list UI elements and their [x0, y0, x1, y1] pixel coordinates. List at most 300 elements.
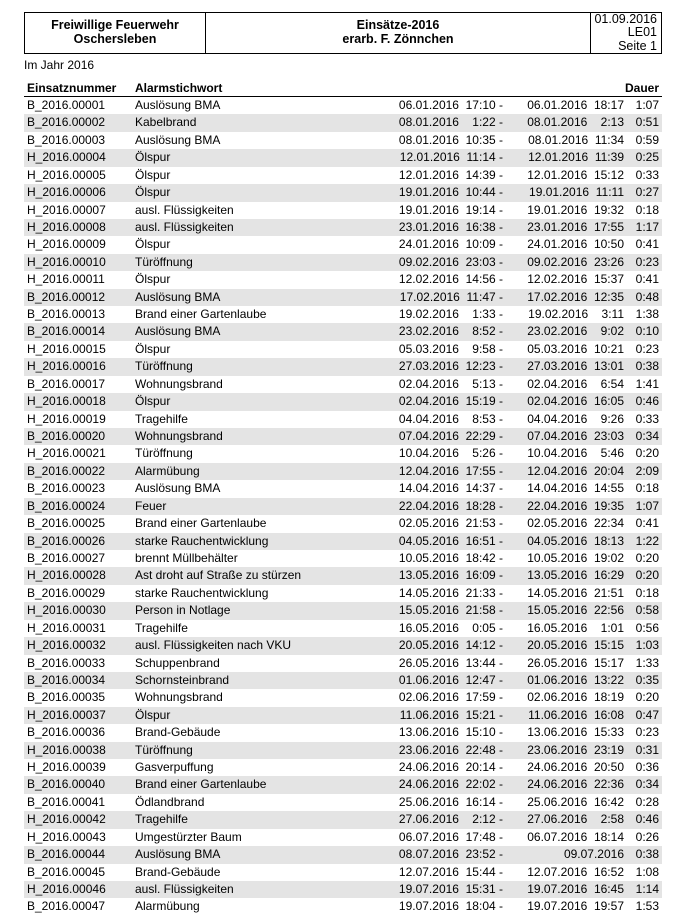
- end-time: 05.03.2016 10:21: [527, 341, 624, 356]
- table-row: [24, 184, 662, 201]
- duration: 0:28: [635, 794, 659, 809]
- end-time: 13.05.2016 16:29: [527, 568, 624, 583]
- start-time: 27.06.2016 2:12 -: [398, 812, 503, 827]
- alarm-keyword: starke Rauchentwicklung: [135, 533, 269, 548]
- duration: 0:41: [635, 516, 659, 531]
- mission-id: B_2016.00013: [27, 307, 106, 322]
- mission-id: B_2016.00035: [27, 690, 106, 705]
- end-time: 27.03.2016 13:01: [527, 359, 624, 374]
- start-time: 10.05.2016 18:42 -: [398, 550, 503, 565]
- mission-id: H_2016.00005: [27, 167, 106, 182]
- mission-id: B_2016.00024: [27, 498, 106, 513]
- alarm-keyword: Brand-Gebäude: [135, 864, 221, 879]
- alarm-keyword: Schuppenbrand: [135, 655, 220, 670]
- table-row: [24, 393, 662, 410]
- end-time: 23.02.2016 9:02: [527, 324, 624, 339]
- end-time: 27.06.2016 2:58: [527, 812, 624, 827]
- mission-id: B_2016.00022: [27, 463, 106, 478]
- organization-name: Freiwillige Feuerwehr: [51, 18, 179, 32]
- mission-id: H_2016.00009: [27, 237, 106, 252]
- mission-id: H_2016.00028: [27, 568, 106, 583]
- mission-id: H_2016.00018: [27, 394, 106, 409]
- mission-id: H_2016.00046: [27, 881, 106, 896]
- alarm-keyword: ausl. Flüssigkeiten: [135, 219, 234, 234]
- end-time: 23.06.2016 23:19: [527, 742, 624, 757]
- alarm-keyword: Umgestürzter Baum: [135, 829, 242, 844]
- start-time: 16.05.2016 0:05 -: [398, 620, 503, 635]
- alarm-keyword: Brand einer Gartenlaube: [135, 777, 267, 792]
- alarm-keyword: Wohnungsbrand: [135, 429, 223, 444]
- mission-id: H_2016.00015: [27, 341, 106, 356]
- mission-id: B_2016.00002: [27, 115, 106, 130]
- alarm-keyword: Ölspur: [135, 167, 171, 182]
- alarm-keyword: Gasverpuffung: [135, 760, 214, 775]
- end-time: 26.05.2016 15:17: [527, 655, 624, 670]
- end-time: 14.04.2016 14:55: [527, 481, 624, 496]
- duration: 0:10: [635, 324, 659, 339]
- start-time: 19.01.2016 19:14 -: [398, 202, 503, 217]
- start-time: 27.03.2016 12:23 -: [398, 359, 503, 374]
- column-header-duration: Dauer: [624, 81, 659, 95]
- alarm-keyword: Wohnungsbrand: [135, 376, 223, 391]
- column-header-keyword: Alarmstichwort: [135, 81, 223, 95]
- start-time: 24.06.2016 22:02 -: [398, 777, 503, 792]
- alarm-keyword: starke Rauchentwicklung: [135, 585, 269, 600]
- end-time: 24.06.2016 20:50: [527, 760, 624, 775]
- table-row: [24, 515, 662, 532]
- duration: 1:41: [635, 376, 659, 391]
- table-row: [24, 811, 662, 828]
- end-time: 10.04.2016 5:46: [527, 446, 624, 461]
- mission-id: H_2016.00037: [27, 707, 106, 722]
- duration: 1:03: [635, 638, 659, 653]
- alarm-keyword: Wohnungsbrand: [135, 690, 223, 705]
- page-number: Seite 1: [618, 38, 657, 53]
- alarm-keyword: Auslösung BMA: [135, 847, 221, 862]
- duration: 0:36: [635, 760, 659, 775]
- duration: 1:17: [635, 219, 659, 234]
- missions-table: [24, 80, 662, 916]
- mission-id: H_2016.00007: [27, 202, 106, 217]
- mission-id: B_2016.00041: [27, 794, 106, 809]
- table-row: [24, 323, 662, 340]
- duration: 1:14: [635, 881, 659, 896]
- mission-id: H_2016.00011: [27, 272, 105, 287]
- mission-id: H_2016.00043: [27, 829, 106, 844]
- start-time: 04.05.2016 16:51 -: [398, 533, 503, 548]
- end-time: 09.07.2016: [563, 847, 624, 862]
- start-time: 14.04.2016 14:37 -: [398, 481, 503, 496]
- duration: 0:51: [635, 115, 659, 130]
- alarm-keyword: Ölspur: [135, 185, 171, 200]
- end-time: 02.06.2016 18:19: [527, 690, 624, 705]
- mission-id: B_2016.00040: [27, 777, 106, 792]
- table-row: [24, 742, 662, 759]
- duration: 0:46: [635, 394, 659, 409]
- alarm-keyword: Alarmübung: [135, 899, 200, 914]
- end-time: 17.02.2016 12:35: [527, 289, 624, 304]
- duration: 0:20: [635, 568, 659, 583]
- table-row: [24, 707, 662, 724]
- duration: 0:23: [635, 725, 659, 740]
- table-row: [24, 498, 662, 515]
- start-time: 07.04.2016 22:29 -: [398, 429, 503, 444]
- alarm-keyword: Türöffnung: [135, 254, 193, 269]
- start-time: 06.01.2016 17:10 -: [398, 98, 503, 112]
- mission-id: B_2016.00003: [27, 132, 106, 147]
- end-time: 12.01.2016 15:12: [527, 167, 624, 182]
- alarm-keyword: Brand einer Gartenlaube: [135, 307, 267, 322]
- mission-id: H_2016.00019: [27, 411, 106, 426]
- mission-id: H_2016.00008: [27, 219, 106, 234]
- start-time: 08.07.2016 23:52 -: [398, 847, 503, 862]
- start-time: 02.06.2016 17:59 -: [398, 690, 503, 705]
- mission-id: B_2016.00045: [27, 864, 106, 879]
- table-row: [24, 655, 662, 672]
- end-time: 25.06.2016 16:42: [527, 794, 624, 809]
- start-time: 11.06.2016 15:21 -: [399, 707, 503, 722]
- table-row: [24, 776, 662, 793]
- table-row: [24, 864, 662, 881]
- table-row: [24, 236, 662, 253]
- table-row: [24, 637, 662, 654]
- end-time: 04.05.2016 18:13: [527, 533, 624, 548]
- alarm-keyword: Brand-Gebäude: [135, 725, 221, 740]
- end-time: 24.01.2016 10:50: [527, 237, 624, 252]
- table-row: [24, 341, 662, 358]
- alarm-keyword: Tragehilfe: [135, 812, 188, 827]
- start-time: 23.02.2016 8:52 -: [398, 324, 503, 339]
- table-row: [24, 898, 662, 915]
- start-time: 01.06.2016 12:47 -: [398, 672, 503, 687]
- mission-id: H_2016.00030: [27, 603, 106, 618]
- mission-id: B_2016.00020: [27, 429, 106, 444]
- table-header: [24, 80, 662, 97]
- end-time: 12.04.2016 20:04: [527, 463, 624, 478]
- mission-id: B_2016.00023: [27, 481, 106, 496]
- table-row: [24, 219, 662, 236]
- duration: 0:35: [635, 672, 659, 687]
- duration: 1:38: [635, 307, 659, 322]
- table-row: [24, 289, 662, 306]
- duration: 0:48: [635, 289, 659, 304]
- end-time: 11.06.2016 16:08: [528, 707, 624, 722]
- start-time: 02.04.2016 5:13 -: [398, 376, 503, 391]
- start-time: 09.02.2016 23:03 -: [398, 254, 503, 269]
- mission-id: B_2016.00034: [27, 672, 106, 687]
- duration: 0:23: [635, 341, 659, 356]
- start-time: 17.02.2016 11:47 -: [399, 289, 503, 304]
- mission-id: H_2016.00038: [27, 742, 106, 757]
- start-time: 24.06.2016 20:14 -: [398, 760, 503, 775]
- start-time: 13.05.2016 16:09 -: [398, 568, 503, 583]
- end-time: 23.01.2016 17:55: [527, 219, 624, 234]
- table-row: [24, 829, 662, 846]
- report-title: Einsätze-2016: [356, 18, 440, 32]
- column-header-id: Einsatznummer: [27, 81, 117, 95]
- mission-id: B_2016.00012: [27, 289, 106, 304]
- start-time: 12.07.2016 15:44 -: [398, 864, 503, 879]
- start-time: 12.01.2016 11:14 -: [399, 150, 503, 165]
- mission-id: B_2016.00026: [27, 533, 106, 548]
- alarm-keyword: brennt Müllbehälter: [135, 550, 238, 565]
- duration: 0:26: [635, 829, 659, 844]
- alarm-keyword: Auslösung BMA: [135, 289, 221, 304]
- duration: 0:56: [635, 620, 659, 635]
- table-row: [24, 585, 662, 602]
- start-time: 13.06.2016 15:10 -: [398, 725, 503, 740]
- table-row: [24, 132, 662, 149]
- start-time: 23.06.2016 22:48 -: [398, 742, 503, 757]
- start-time: 12.04.2016 17:55 -: [398, 463, 503, 478]
- mission-id: B_2016.00036: [27, 725, 106, 740]
- end-time: 16.05.2016 1:01: [527, 620, 624, 635]
- duration: 0:18: [635, 481, 659, 496]
- end-time: 08.01.2016 2:13: [527, 115, 624, 130]
- end-time: 09.02.2016 23:26: [527, 254, 624, 269]
- start-time: 02.05.2016 21:53 -: [398, 516, 503, 531]
- table-row: [24, 254, 662, 271]
- table-row: [24, 306, 662, 323]
- end-time: 14.05.2016 21:51: [527, 585, 624, 600]
- table-row: [24, 620, 662, 637]
- column-header-end: [503, 80, 624, 96]
- start-time: 12.01.2016 14:39 -: [398, 167, 503, 182]
- mission-id: B_2016.00025: [27, 516, 106, 531]
- duration: 1:07: [635, 98, 659, 112]
- table-row: [24, 550, 662, 567]
- end-time: 13.06.2016 15:33: [527, 725, 624, 740]
- table-row: [24, 271, 662, 288]
- alarm-keyword: Ölspur: [135, 394, 171, 409]
- duration: 1:08: [635, 864, 659, 879]
- mission-id: H_2016.00010: [27, 254, 106, 269]
- report-meta-cell: [591, 13, 661, 53]
- alarm-keyword: ausl. Flüssigkeiten: [135, 202, 234, 217]
- mission-id: B_2016.00029: [27, 585, 106, 600]
- table-row: [24, 463, 662, 480]
- duration: 0:20: [635, 550, 659, 565]
- start-time: 08.01.2016 10:35 -: [398, 132, 503, 147]
- organization-cell: [25, 13, 206, 53]
- alarm-keyword: ausl. Flüssigkeiten nach VKU: [135, 638, 292, 653]
- table-row: [24, 97, 662, 114]
- organization-location: Oschersleben: [73, 32, 157, 46]
- alarm-keyword: Ölspur: [135, 272, 171, 287]
- alarm-keyword: Auslösung BMA: [135, 132, 221, 147]
- start-time: 05.03.2016 9:58 -: [398, 341, 503, 356]
- end-time: 24.06.2016 22:36: [527, 777, 624, 792]
- alarm-keyword: Ast droht auf Straße zu stürzen: [135, 568, 302, 583]
- table-row: [24, 202, 662, 219]
- alarm-keyword: Kabelbrand: [135, 115, 197, 130]
- end-time: 04.04.2016 9:26: [527, 411, 624, 426]
- duration: 0:41: [635, 237, 659, 252]
- alarm-keyword: Ödlandbrand: [135, 794, 205, 809]
- table-row: [24, 167, 662, 184]
- end-time: 08.01.2016 11:34: [528, 132, 624, 147]
- start-time: 06.07.2016 17:48 -: [398, 829, 503, 844]
- mission-id: B_2016.00044: [27, 847, 106, 862]
- alarm-keyword: Tragehilfe: [135, 620, 188, 635]
- duration: 1:33: [635, 655, 659, 670]
- alarm-keyword: Feuer: [135, 498, 167, 513]
- alarm-keyword: Auslösung BMA: [135, 481, 221, 496]
- start-time: 22.04.2016 18:28 -: [398, 498, 503, 513]
- start-time: 15.05.2016 21:58 -: [398, 603, 503, 618]
- duration: 0:41: [635, 272, 659, 287]
- alarm-keyword: ausl. Flüssigkeiten: [135, 881, 234, 896]
- duration: 0:34: [635, 429, 659, 444]
- mission-id: B_2016.00047: [27, 899, 106, 914]
- table-body: [24, 97, 662, 916]
- end-time: 19.07.2016 16:45: [527, 881, 624, 896]
- alarm-keyword: Person in Notlage: [135, 603, 231, 618]
- table-row: [24, 672, 662, 689]
- start-time: 25.06.2016 16:14 -: [398, 794, 503, 809]
- start-time: 08.01.2016 1:22 -: [398, 115, 503, 130]
- duration: 0:23: [635, 254, 659, 269]
- mission-id: B_2016.00014: [27, 324, 106, 339]
- duration: 1:22: [635, 533, 659, 548]
- duration: 0:47: [635, 707, 659, 722]
- duration: 0:31: [635, 742, 659, 757]
- mission-id: H_2016.00016: [27, 359, 106, 374]
- alarm-keyword: Auslösung BMA: [135, 324, 221, 339]
- end-time: 12.01.2016 11:39: [528, 150, 624, 165]
- duration: 0:58: [635, 603, 659, 618]
- table-row: [24, 428, 662, 445]
- mission-id: H_2016.00032: [27, 638, 106, 653]
- start-time: 19.02.2016 1:33 -: [398, 307, 503, 322]
- mission-id: H_2016.00039: [27, 760, 106, 775]
- table-row: [24, 533, 662, 550]
- duration: 0:38: [635, 359, 659, 374]
- start-time: 19.07.2016 15:31 -: [398, 881, 503, 896]
- start-time: 19.01.2016 10:44 -: [398, 185, 503, 200]
- mission-id: H_2016.00031: [27, 620, 106, 635]
- table-row: [24, 358, 662, 375]
- alarm-keyword: Tragehilfe: [135, 411, 188, 426]
- duration: 0:18: [635, 585, 659, 600]
- start-time: 14.05.2016 21:33 -: [398, 585, 503, 600]
- end-time: 07.04.2016 23:03: [527, 429, 624, 444]
- duration: 0:59: [635, 132, 659, 147]
- start-time: 10.04.2016 5:26 -: [398, 446, 503, 461]
- table-row: [24, 602, 662, 619]
- alarm-keyword: Ölspur: [135, 341, 171, 356]
- report-subtitle: Im Jahr 2016: [24, 58, 95, 72]
- mission-id: H_2016.00004: [27, 150, 106, 165]
- mission-id: H_2016.00042: [27, 812, 106, 827]
- alarm-keyword: Ölspur: [135, 707, 171, 722]
- duration: 1:07: [635, 498, 659, 513]
- duration: 0:33: [635, 167, 659, 182]
- alarm-keyword: Türöffnung: [135, 359, 193, 374]
- table-row: [24, 724, 662, 741]
- alarm-keyword: Ölspur: [135, 150, 171, 165]
- duration: 0:25: [635, 150, 659, 165]
- start-time: 02.04.2016 15:19 -: [398, 394, 503, 409]
- end-time: 19.01.2016 19:32: [527, 202, 624, 217]
- mission-id: B_2016.00001: [27, 98, 106, 112]
- report-title-cell: [206, 13, 591, 53]
- report-code: LE01: [627, 25, 657, 40]
- report-author: erarb. F. Zönnchen: [342, 32, 454, 46]
- table-row: [24, 480, 662, 497]
- end-time: 19.02.2016 3:11: [528, 307, 624, 322]
- alarm-keyword: Schornsteinbrand: [135, 672, 230, 687]
- duration: 0:46: [635, 812, 659, 827]
- mission-id: H_2016.00021: [27, 446, 106, 461]
- end-time: 01.06.2016 13:22: [527, 672, 624, 687]
- alarm-keyword: Türöffnung: [135, 742, 193, 757]
- table-row: [24, 759, 662, 776]
- mission-id: B_2016.00017: [27, 376, 106, 391]
- duration: 0:33: [635, 411, 659, 426]
- end-time: 10.05.2016 19:02: [527, 550, 624, 565]
- start-time: 24.01.2016 10:09 -: [398, 237, 503, 252]
- duration: 0:20: [635, 446, 659, 461]
- duration: 0:18: [635, 202, 659, 217]
- end-time: 06.01.2016 18:17: [527, 98, 624, 112]
- table-row: [24, 689, 662, 706]
- table-row: [24, 846, 662, 863]
- duration: 0:34: [635, 777, 659, 792]
- table-row: [24, 376, 662, 393]
- end-time: 06.07.2016 18:14: [527, 829, 624, 844]
- table-row: [24, 445, 662, 462]
- report-header: [24, 12, 662, 54]
- start-time: 20.05.2016 14:12 -: [398, 638, 503, 653]
- alarm-keyword: Brand einer Gartenlaube: [135, 516, 267, 531]
- mission-id: B_2016.00027: [27, 550, 106, 565]
- end-time: 12.02.2016 15:37: [527, 272, 624, 287]
- end-time: 19.01.2016 11:11: [529, 185, 624, 200]
- start-time: 23.01.2016 16:38 -: [398, 219, 503, 234]
- column-header-start: [365, 80, 503, 96]
- alarm-keyword: Auslösung BMA: [135, 98, 221, 112]
- alarm-keyword: Alarmübung: [135, 463, 200, 478]
- alarm-keyword: Ölspur: [135, 237, 171, 252]
- duration: 0:20: [635, 690, 659, 705]
- end-time: 02.05.2016 22:34: [527, 516, 624, 531]
- table-row: [24, 114, 662, 131]
- table-row: [24, 149, 662, 166]
- report-date: 01.09.2016: [594, 12, 657, 26]
- mission-id: H_2016.00006: [27, 185, 106, 200]
- end-time: 19.07.2016 19:57: [527, 899, 624, 914]
- end-time: 20.05.2016 15:15: [527, 638, 624, 653]
- start-time: 26.05.2016 13:44 -: [398, 655, 503, 670]
- duration: 0:27: [635, 185, 659, 200]
- table-row: [24, 794, 662, 811]
- table-row: [24, 411, 662, 428]
- duration: 0:38: [635, 847, 659, 862]
- start-time: 12.02.2016 14:56 -: [398, 272, 503, 287]
- end-time: 12.07.2016 16:52: [527, 864, 624, 879]
- mission-id: B_2016.00033: [27, 655, 106, 670]
- end-time: 15.05.2016 22:56: [527, 603, 624, 618]
- duration: 2:09: [635, 463, 659, 478]
- start-time: 19.07.2016 18:04 -: [398, 899, 503, 914]
- table-row: [24, 567, 662, 584]
- duration: 1:53: [635, 899, 659, 914]
- table-row: [24, 881, 662, 898]
- end-time: 22.04.2016 19:35: [527, 498, 624, 513]
- end-time: 02.04.2016 6:54: [527, 376, 624, 391]
- start-time: 04.04.2016 8:53 -: [398, 411, 503, 426]
